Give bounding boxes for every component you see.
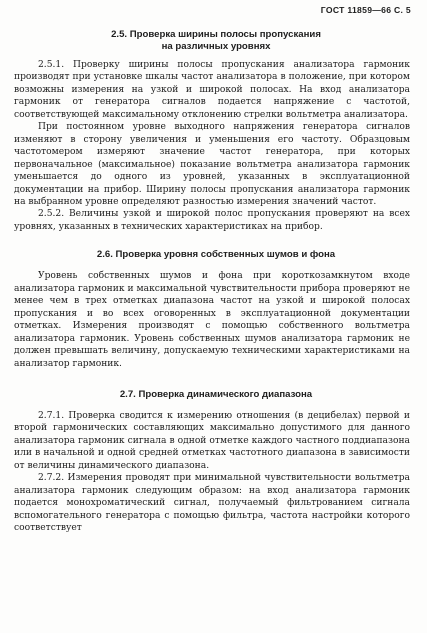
paragraph-2-5-2: 2.5.2. Величины узкой и широкой полос пропускания проверяют на всех уровнях, указанных в технических характеристиках на прибор. [14, 209, 410, 232]
paragraph-2-7-1: 2.7.1. Проверка сводится к измерению отношения (в децибелах) первой и второй гармонических составляющих максимально допустимого для данного анализатора гармоник сигнала в одной отметке каждого частного поддиапазона или в начальной и одной средней отметках частотного диапазона в зависимости от величины динамического диапазона. [14, 410, 410, 471]
section-2-7-heading-text: 2.7. Проверка динамического диапазона [119, 388, 313, 400]
section-2-5-heading-line2: на различных уровнях [161, 41, 271, 52]
document-body [14, 29, 410, 535]
section-2-6-heading-text: 2.6. Проверка уровня собственных шумов и фона [96, 249, 336, 261]
section-2-7-heading [14, 389, 410, 401]
page-header: ГОСТ 11859—66 С. 5 [320, 5, 411, 15]
section-2-5-heading [14, 29, 410, 53]
paragraph-2-6: Уровень собственных шумов и фона при короткозамкнутом входе анализатора гармоник и максимальной чувствительности прибора проверяют не менее чем в трех отметках диапазона частот на узкой и широкой полосах пропускания и во всех оговоренных в эксплуатационной документации отметках. Измерения производят с помощью собственного вольтметра анализатора гармоник. Уровень собственных шумов анализатора гармоник не должен превышать величину, допускаемую техническими характеристиками на анализатор гармоник. [14, 271, 410, 369]
paragraph-2-5-1-cont: При постоянном уровне выходного напряжения генератора сигналов изменяют в сторону увеличения и уменьшения его частоту. Образцовым частотомером измеряют значение частот генератора, при которых первоначальное (максимальное) показание вольтметра анализатора гармоник уменьшается до одного из уровней, указанных в эксплуатационной документации на прибор. Ширину полосы пропускания анализатора гармоник на выбранном уровне определяют разностью измерения значений частот. [14, 122, 410, 207]
section-2-6-heading [14, 249, 410, 261]
section-2-5-heading-line1: 2.5. Проверка ширины полосы пропускания [111, 29, 321, 40]
paragraph-2-5-1: 2.5.1. Проверку ширины полосы пропускания анализатора гармоник производят при установке шкалы частот анализатора в положение, при котором возможны измерения на узкой и широкой полосах. На вход анализатора гармоник от генератора сигналов подается напряжение с частотой, соответствующей максимальному отклонению стрелки вольтметра анализатора. [14, 60, 410, 120]
paragraph-2-7-2: 2.7.2. Измерения проводят при минимальной чувствительности вольтметра анализатора гармоник следующим образом: на вход анализатора гармоник подается монохроматический сигнал, получаемый фильтрованием сигнала вспомогательного генератора с помощью фильтра, частота настройки которого соответствует [14, 473, 410, 534]
